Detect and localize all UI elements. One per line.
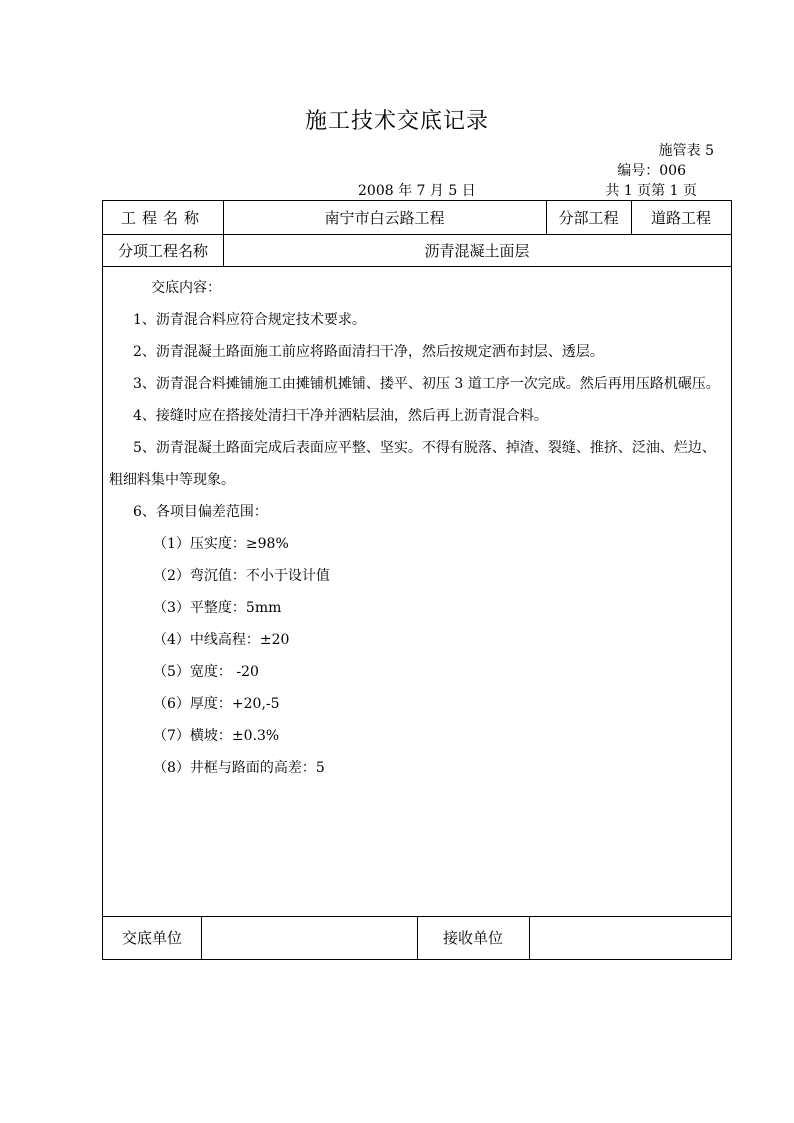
issuer-label: 交底单位 [121, 929, 182, 947]
tolerance-item: （6）厚度：+20,-5 [153, 696, 280, 712]
tolerance-item: （4）中线高程：±20 [153, 632, 290, 648]
subitem-value: 沥青混凝土面层 [424, 241, 530, 260]
project-name-label: 工程名称 [120, 209, 205, 227]
content-item: 4、接缝时应在搭接处清扫干净并洒粘层油，然后再上沥青混合料。 [133, 408, 548, 424]
serial-number: 编号：006 [617, 163, 686, 179]
document-date: 2008 年 7 月 5 日 [358, 183, 476, 199]
tolerance-item: （8）井框与路面的高差：5 [153, 760, 325, 776]
disclosure-table [102, 200, 732, 960]
content-heading: 交底内容： [151, 280, 221, 296]
content-item: 3、沥青混合料摊铺施工由摊铺机摊铺、搂平、初压 3 道工序一次完成。然后再用压路机碾压。 [133, 376, 720, 392]
tolerance-item: （1）压实度：≥98% [153, 536, 289, 552]
form-code: 施管表 5 [658, 143, 714, 159]
subitem-label: 分项工程名称 [117, 241, 208, 260]
division-value: 道路工程 [650, 209, 711, 227]
receiver-value[interactable] [529, 916, 731, 959]
content-item: 5、沥青混凝土路面完成后表面应平整、坚实。不得有脱落、掉渣、裂缝、推挤、泛油、烂边、 [133, 440, 716, 456]
content-item: 1、沥青混合料应符合规定技术要求。 [133, 312, 366, 328]
content-item: 6、各项目偏差范围： [133, 504, 268, 520]
division-label: 分部工程 [558, 209, 619, 227]
issuer-value[interactable] [201, 916, 417, 959]
tolerance-item: （2）弯沉值：不小于设计值 [153, 568, 330, 584]
content-item-continuation: 粗细料集中等现象。 [109, 472, 235, 488]
receiver-label: 接收单位 [442, 929, 503, 947]
document-title: 施工技术交底记录 [304, 109, 489, 134]
content-item: 2、沥青混凝土路面施工前应将路面清扫干净，然后按规定洒布封层、透层。 [133, 344, 604, 360]
project-name-value: 南宁市白云路工程 [324, 209, 445, 227]
tolerance-item: （5）宽度： -20 [153, 664, 259, 680]
page-count: 共 1 页第 1 页 [605, 183, 697, 199]
row-divider [103, 266, 731, 267]
tolerance-item: （3）平整度：5mm [153, 600, 282, 616]
tolerance-item: （7）横坡：±0.3% [153, 728, 280, 744]
